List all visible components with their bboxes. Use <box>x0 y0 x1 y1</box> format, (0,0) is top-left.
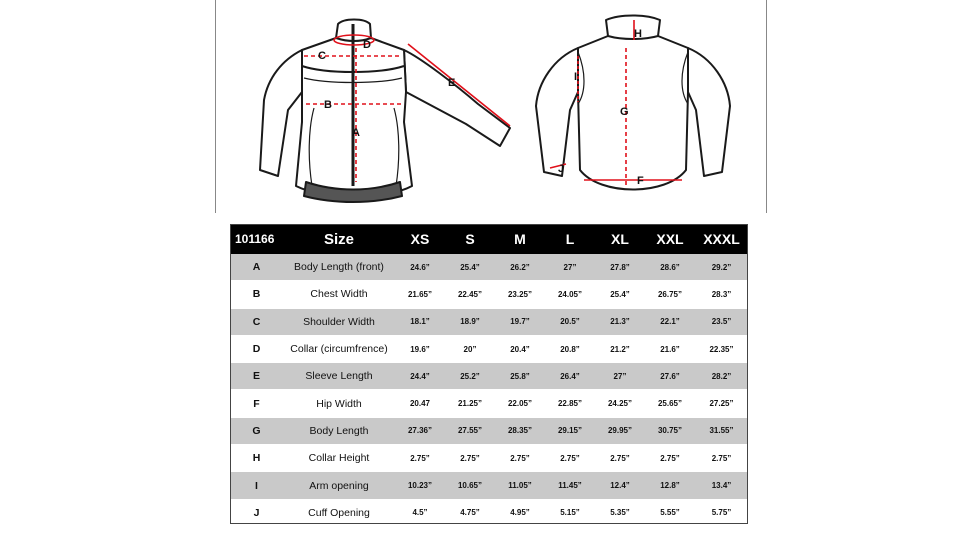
table-row <box>230 363 748 390</box>
front-label-c: C <box>318 50 326 62</box>
measurement-value: 29.15” <box>545 417 595 444</box>
measurement-name: Sleeve Length <box>283 363 395 390</box>
measurement-value: 18.1” <box>395 308 445 335</box>
measurement-value: 2.75” <box>495 445 545 472</box>
back-label-f: F <box>637 175 644 187</box>
measurement-code: C <box>230 308 283 335</box>
measurement-code: I <box>230 472 283 499</box>
measurement-value: 2.75” <box>545 445 595 472</box>
measurement-value: 2.75” <box>595 445 645 472</box>
measurement-value: 2.75” <box>395 445 445 472</box>
measurement-value: 12.8” <box>645 472 695 499</box>
sku-number: 101166 <box>230 224 283 254</box>
measurement-value: 26.2” <box>495 254 545 281</box>
jacket-diagrams <box>216 0 766 213</box>
front-label-a: A <box>352 127 360 139</box>
table-row <box>230 254 748 281</box>
measurement-code: J <box>230 499 283 526</box>
measurement-value: 21.65” <box>395 281 445 308</box>
measurement-value: 27.8” <box>595 254 645 281</box>
measurement-value: 21.3” <box>595 308 645 335</box>
measurement-value: 5.15” <box>545 499 595 526</box>
table-row <box>230 472 748 499</box>
measurement-value: 2.75” <box>645 445 695 472</box>
back-label-g: G <box>620 106 629 118</box>
measurement-value: 11.45” <box>545 472 595 499</box>
measurement-value: 20.47 <box>395 390 445 417</box>
measurement-value: 20.4” <box>495 335 545 362</box>
measurement-code: D <box>230 335 283 362</box>
jacket-back-view <box>536 16 730 190</box>
header-row <box>230 224 748 254</box>
table-row <box>230 308 748 335</box>
size-chart-header <box>230 224 748 254</box>
measurement-value: 22.1” <box>645 308 695 335</box>
measurement-value: 20.5” <box>545 308 595 335</box>
measurement-value: 5.55” <box>645 499 695 526</box>
measurement-value: 28.3” <box>695 281 748 308</box>
table-row <box>230 499 748 526</box>
measurement-name: Collar Height <box>283 445 395 472</box>
measurement-name: Collar (circumfrence) <box>283 335 395 362</box>
measurement-name: Body Length <box>283 417 395 444</box>
measurement-value: 20” <box>445 335 495 362</box>
measurement-value: 20.8” <box>545 335 595 362</box>
measurement-value: 24.4” <box>395 363 445 390</box>
size-s-header: S <box>445 224 495 254</box>
measurement-value: 27.25” <box>695 390 748 417</box>
measurement-value: 27.55” <box>445 417 495 444</box>
measurement-name: Chest Width <box>283 281 395 308</box>
table-row <box>230 281 748 308</box>
measurement-value: 12.4” <box>595 472 645 499</box>
back-label-j: J <box>558 163 565 175</box>
measurement-name: Shoulder Width <box>283 308 395 335</box>
measurement-value: 28.6” <box>645 254 695 281</box>
measurement-value: 10.65” <box>445 472 495 499</box>
size-chart-body <box>230 254 748 526</box>
measurement-code: E <box>230 363 283 390</box>
measurement-name: Hip Width <box>283 390 395 417</box>
measurement-value: 22.05” <box>495 390 545 417</box>
measurement-value: 29.2” <box>695 254 748 281</box>
measurement-value: 25.65” <box>645 390 695 417</box>
measurement-value: 4.75” <box>445 499 495 526</box>
measurement-value: 31.55” <box>695 417 748 444</box>
measurement-value: 4.5” <box>395 499 445 526</box>
measurement-value: 19.6” <box>395 335 445 362</box>
table-row <box>230 335 748 362</box>
table-row <box>230 390 748 417</box>
measurement-value: 30.75” <box>645 417 695 444</box>
size-xxxl-header: XXXL <box>695 224 748 254</box>
measurement-value: 26.75” <box>645 281 695 308</box>
measurement-value: 22.45” <box>445 281 495 308</box>
measurement-name: Cuff Opening <box>283 499 395 526</box>
front-label-b: B <box>324 99 332 111</box>
measurement-value: 28.2” <box>695 363 748 390</box>
measurement-code: B <box>230 281 283 308</box>
measurement-value: 23.25” <box>495 281 545 308</box>
measurement-value: 29.95” <box>595 417 645 444</box>
measurement-value: 24.25” <box>595 390 645 417</box>
measurement-value: 25.4” <box>445 254 495 281</box>
measurement-value: 22.85” <box>545 390 595 417</box>
measurement-value: 27.6” <box>645 363 695 390</box>
measurement-name: Body Length (front) <box>283 254 395 281</box>
size-xxl-header: XXL <box>645 224 695 254</box>
measurement-value: 5.35” <box>595 499 645 526</box>
measurement-value: 10.23” <box>395 472 445 499</box>
measurement-value: 23.5” <box>695 308 748 335</box>
measurement-name: Arm opening <box>283 472 395 499</box>
measurement-value: 21.2” <box>595 335 645 362</box>
measurement-value: 2.75” <box>445 445 495 472</box>
measurement-value: 27” <box>595 363 645 390</box>
measurement-value: 4.95” <box>495 499 545 526</box>
measurement-value: 25.4” <box>595 281 645 308</box>
measurement-value: 11.05” <box>495 472 545 499</box>
table-row <box>230 445 748 472</box>
size-m-header: M <box>495 224 545 254</box>
size-xs-header: XS <box>395 224 445 254</box>
measurement-value: 21.6” <box>645 335 695 362</box>
measurement-value: 2.75” <box>695 445 748 472</box>
jacket-diagram-panel <box>215 0 767 213</box>
measurement-value: 19.7” <box>495 308 545 335</box>
size-l-header: L <box>545 224 595 254</box>
measurement-value: 28.35” <box>495 417 545 444</box>
size-chart-table <box>230 224 748 527</box>
measurement-value: 24.6” <box>395 254 445 281</box>
measurement-value: 25.2” <box>445 363 495 390</box>
measurement-value: 18.9” <box>445 308 495 335</box>
size-column-header: Size <box>283 224 395 254</box>
measurement-value: 24.05” <box>545 281 595 308</box>
measurement-value: 27” <box>545 254 595 281</box>
measurement-value: 27.36” <box>395 417 445 444</box>
measurement-code: G <box>230 417 283 444</box>
back-label-i: I <box>574 71 578 83</box>
table-row <box>230 417 748 444</box>
measurement-value: 25.8” <box>495 363 545 390</box>
measurement-code: F <box>230 390 283 417</box>
measurement-value: 21.25” <box>445 390 495 417</box>
measurement-value: 13.4” <box>695 472 748 499</box>
front-label-e: E <box>448 77 456 89</box>
measurement-code: A <box>230 254 283 281</box>
back-label-h: H <box>634 28 642 40</box>
jacket-front-view <box>260 20 510 203</box>
measurement-code: H <box>230 445 283 472</box>
measurement-value: 26.4” <box>545 363 595 390</box>
measurement-value: 22.35” <box>695 335 748 362</box>
measurement-value: 5.75” <box>695 499 748 526</box>
front-label-d: D <box>363 39 371 51</box>
size-xl-header: XL <box>595 224 645 254</box>
